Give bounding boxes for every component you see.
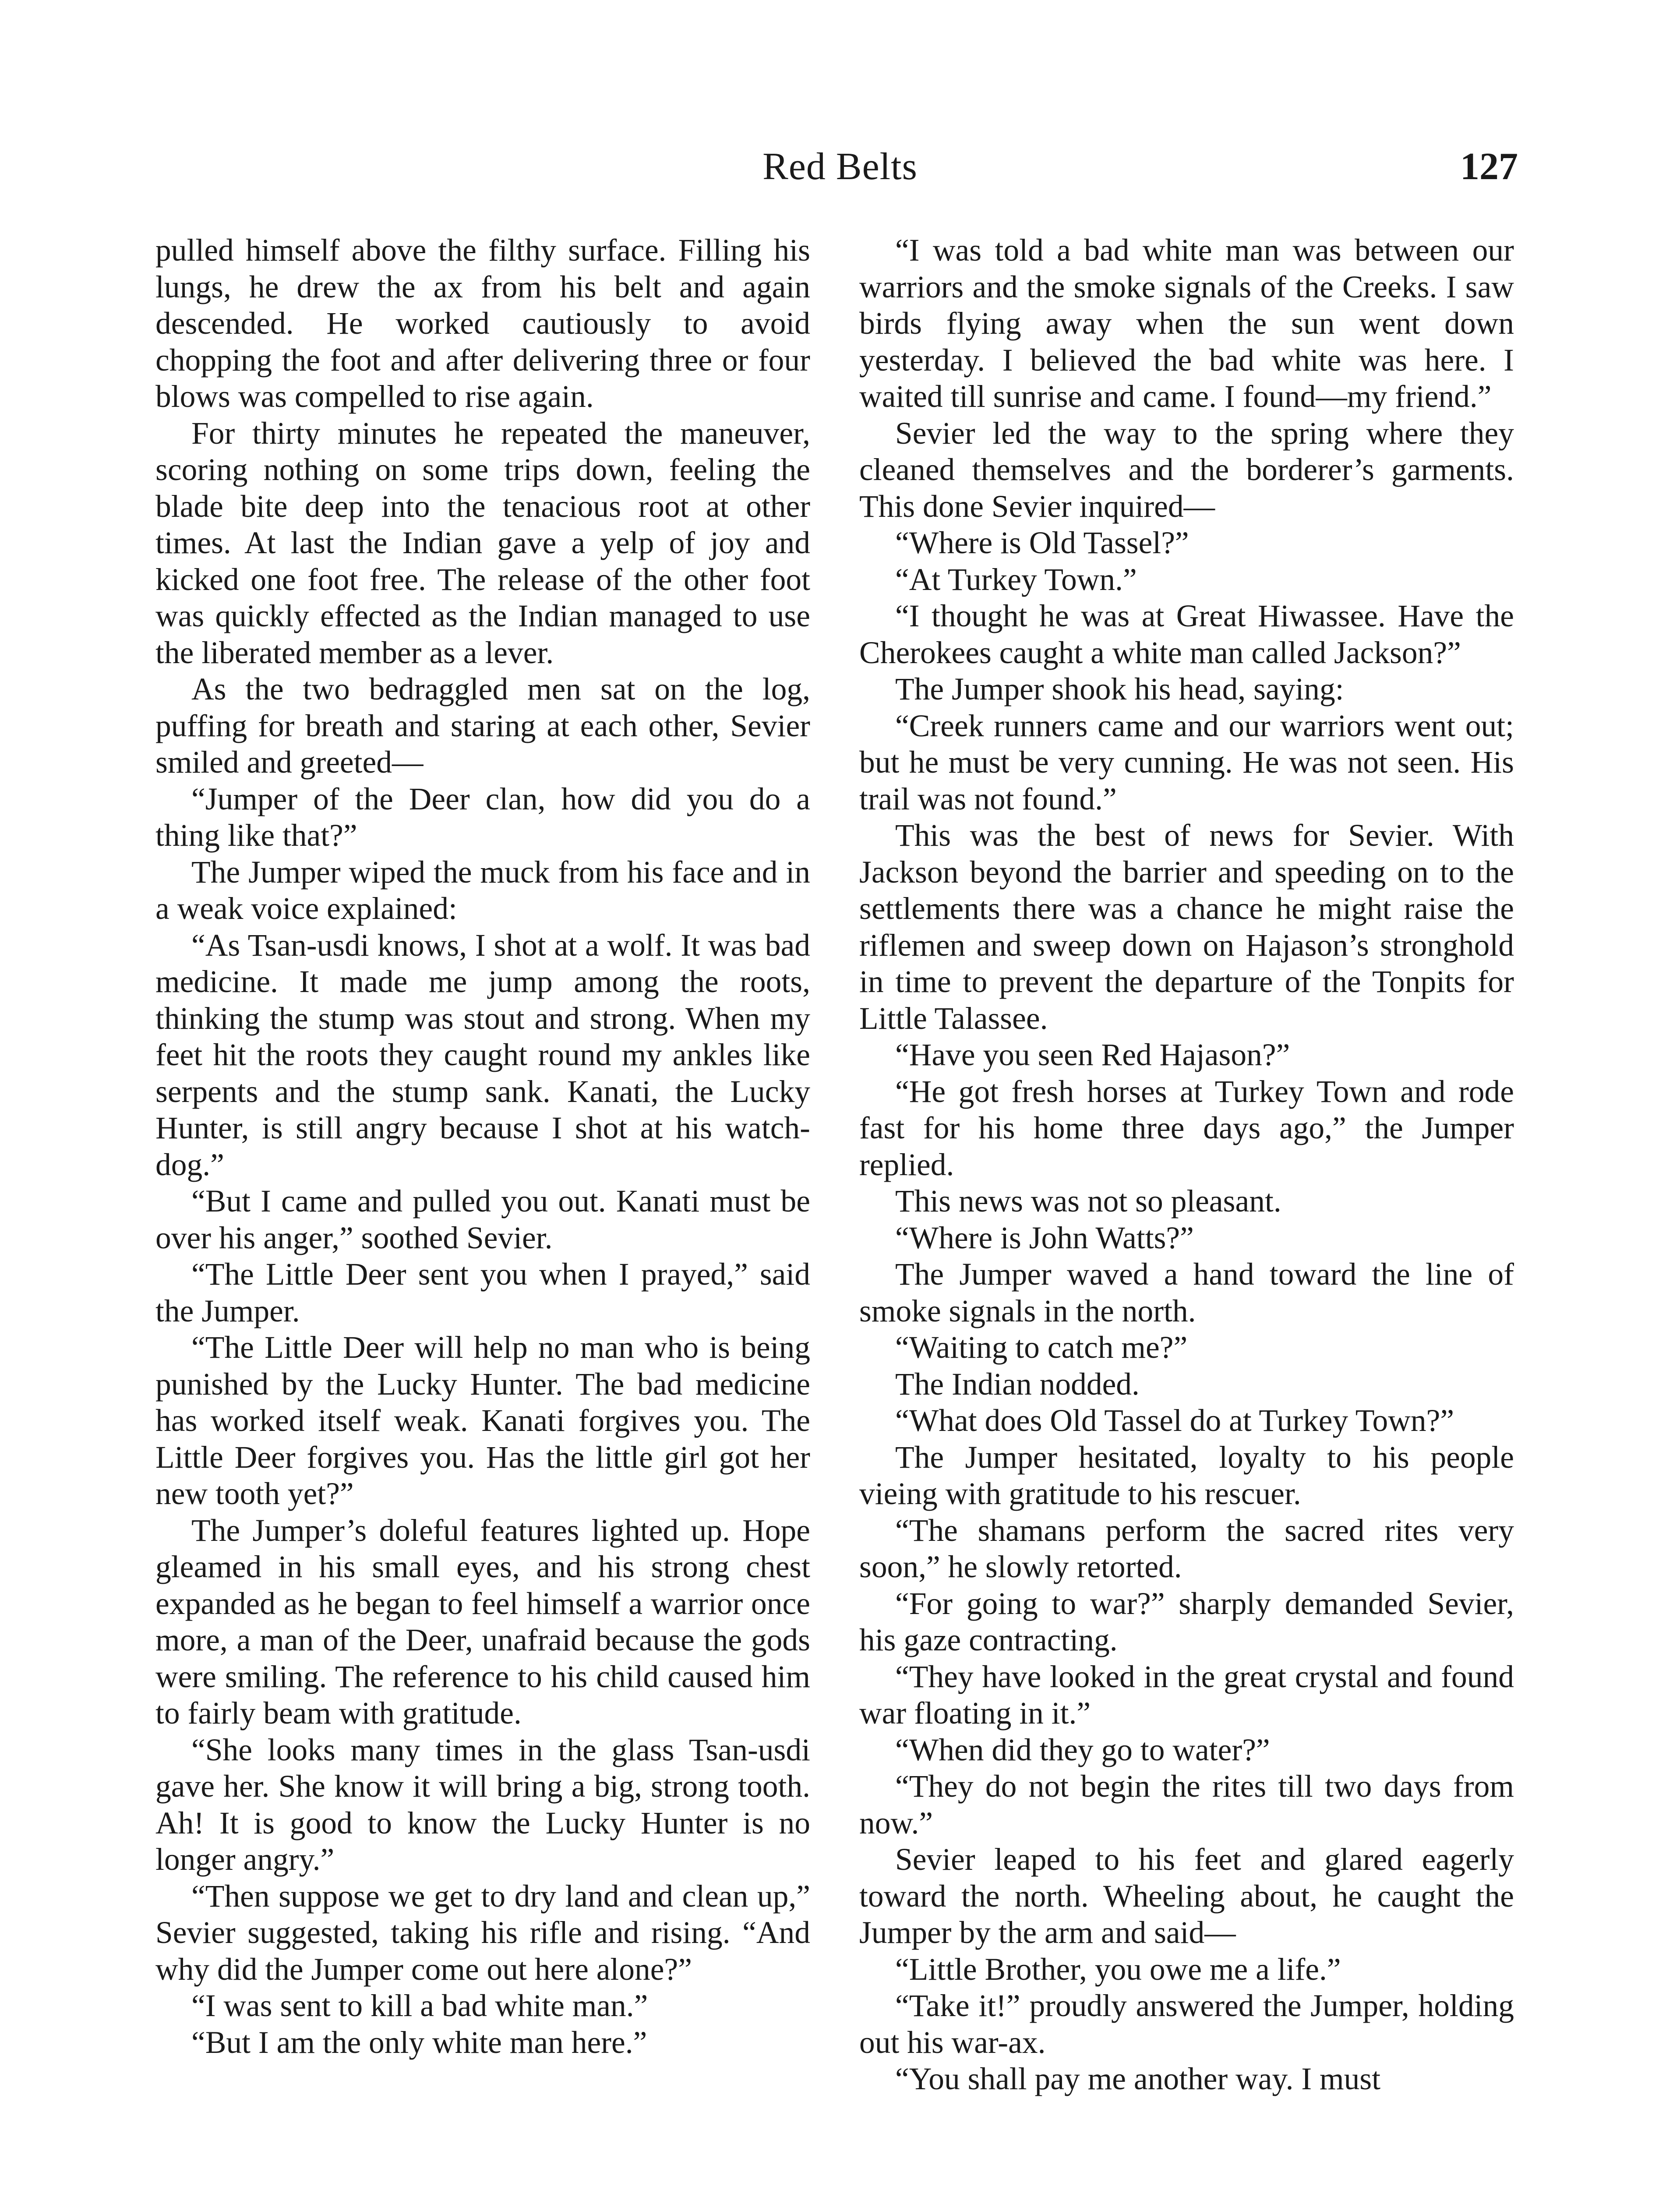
- paragraph: “For going to war?” sharply demanded Sevier, his gaze contracting.: [859, 1586, 1514, 1657]
- paragraph: Sevier led the way to the spring where they cleaned themselves and the borderer’s garments. This done Sevier inquired—: [859, 416, 1514, 524]
- paragraph: “You shall pay me another way. I must: [895, 2062, 1381, 2096]
- paragraph: The Jumper shook his head, saying:: [895, 672, 1344, 706]
- paragraph: “What does Old Tassel do at Turkey Town?”: [895, 1403, 1454, 1438]
- paragraph: “She looks many times in the glass Tsan-usdi gave her. She know it will bring a big, strong tooth. Ah! It is good to know the Lucky Hunter is no longer angry.”: [155, 1732, 810, 1877]
- paragraph: “Jumper of the Deer clan, how did you do a thing like that?”: [155, 781, 810, 853]
- paragraph: “Have you seen Red Hajason?”: [895, 1038, 1290, 1072]
- paragraph: “I thought he was at Great Hiwassee. Have the Cherokees caught a white man called Jackson?”: [859, 599, 1514, 670]
- page-number: 127: [1460, 145, 1518, 188]
- paragraph: “They do not begin the rites till two days from now.”: [859, 1769, 1514, 1840]
- paragraph: The Jumper waved a hand toward the line of smoke signals in the north.: [859, 1257, 1514, 1328]
- paragraph: pulled himself above the filthy surface. Filling his lungs, he drew the ax from his belt and again descended. He worked cautiously to avoid chopping the foot and after delivering three or four blows was compelled to rise again.: [155, 233, 810, 414]
- paragraph: The Jumper wiped the muck from his face and in a weak voice explained:: [155, 855, 810, 926]
- left-column: [155, 232, 810, 2061]
- paragraph: “The Little Deer will help no man who is being punished by the Lucky Hunter. The bad medicine has worked itself weak. Kanati forgives you. The Little Deer forgives you. Has the little girl got her new tooth yet?”: [155, 1330, 810, 1511]
- paragraph: “Where is Old Tassel?”: [895, 526, 1189, 560]
- paragraph: “Waiting to catch me?”: [895, 1330, 1188, 1365]
- paragraph: “When did they go to water?”: [895, 1732, 1270, 1767]
- paragraph: This news was not so pleasant.: [895, 1184, 1281, 1219]
- paragraph: “Little Brother, you owe me a life.”: [895, 1952, 1341, 1987]
- paragraph: Sevier leaped to his feet and glared eagerly toward the north. Wheeling about, he caught the Jumper by the arm and said—: [859, 1842, 1514, 1950]
- running-title: Red Belts: [762, 145, 918, 188]
- paragraph: “Then suppose we get to dry land and clean up,” Sevier suggested, taking his rifle and rising. “And why did the Jumper come out here alone?”: [155, 1879, 810, 1987]
- paragraph: The Jumper’s doleful features lighted up. Hope gleamed in his small eyes, and his strong chest expanded as he began to feel himself a warrior once more, a man of the Deer, unafraid because the gods were smiling. The reference to his child caused him to fairly beam with gratitude.: [155, 1513, 810, 1731]
- paragraph: “But I came and pulled you out. Kanati must be over his anger,” soothed Sevier.: [155, 1184, 810, 1255]
- paragraph: “Take it!” proudly answered the Jumper, holding out his war-ax.: [859, 1989, 1514, 2060]
- paragraph: “But I am the only white man here.”: [191, 2025, 647, 2060]
- paragraph: “As Tsan-usdi knows, I shot at a wolf. It was bad medicine. It made me jump among the roots, thinking the stump was stout and strong. When my feet hit the roots they caught round my ankles like serpents and the stump sank. Kanati, the Lucky Hunter, is still angry because I shot at his watch-dog.”: [155, 928, 810, 1182]
- paragraph: “The Little Deer sent you when I prayed,” said the Jumper.: [155, 1257, 810, 1328]
- paragraph: “At Turkey Town.”: [895, 562, 1137, 597]
- paragraph: The Jumper hesitated, loyalty to his people vieing with gratitude to his rescuer.: [859, 1440, 1514, 1511]
- paragraph: “I was told a bad white man was between our warriors and the smoke signals of the Creeks. I saw birds flying away when the sun went down yesterday. I believed the bad white was here. I waited till sunrise and came. I found—my friend.”: [859, 233, 1514, 414]
- paragraph: The Indian nodded.: [895, 1367, 1140, 1402]
- paragraph: For thirty minutes he repeated the maneuver, scoring nothing on some trips down, feeling the blade bite deep into the tenacious root at other times. At last the Indian gave a yelp of joy and kicked one foot free. The release of the other foot was quickly effected as the Indian managed to use the liberated member as a lever.: [155, 416, 810, 670]
- paragraph: “The shamans perform the sacred rites very soon,” he slowly retorted.: [859, 1513, 1514, 1584]
- paragraph: “I was sent to kill a bad white man.”: [191, 1989, 648, 2023]
- paragraph: “Where is John Watts?”: [895, 1220, 1194, 1255]
- right-column: [859, 232, 1514, 2098]
- paragraph: This was the best of news for Sevier. With Jackson beyond the barrier and speeding on to the settlements there was a chance he might raise the riflemen and sweep down on Hajason’s stronghold in time to prevent the departure of the Tonpits for Little Talassee.: [859, 818, 1514, 1036]
- paragraph: “They have looked in the great crystal and found war floating in it.”: [859, 1659, 1514, 1731]
- paragraph: As the two bedraggled men sat on the log, puffing for breath and staring at each other, Sevier smiled and greeted—: [155, 672, 810, 780]
- paragraph: “Creek runners came and our warriors went out; but he must be very cunning. He was not seen. His trail was not found.”: [859, 708, 1514, 816]
- paragraph: “He got fresh horses at Turkey Town and rode fast for his home three days ago,” the Jumper replied.: [859, 1074, 1514, 1182]
